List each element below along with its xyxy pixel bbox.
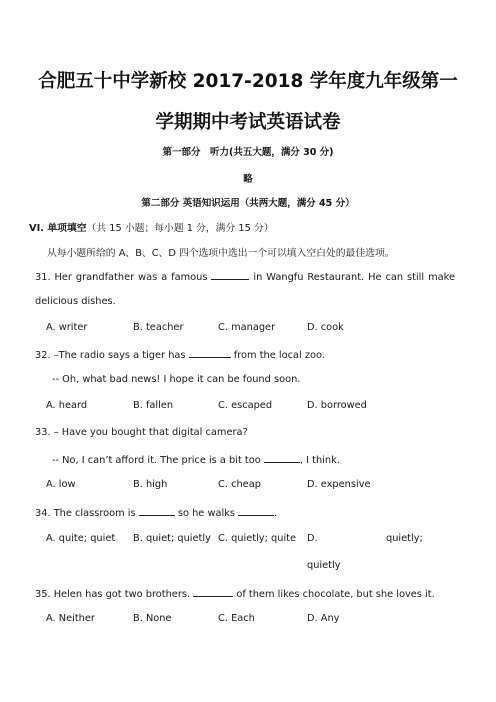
option-c: C. cheap: [218, 479, 261, 490]
option-c: C. quietly; quite: [218, 533, 297, 544]
question-text: 31. Her grandfather was a famous: [35, 272, 208, 283]
question-35: [35, 587, 435, 600]
question-text: 34. The classroom is: [35, 508, 136, 519]
question-32-line2: -- Oh, what bad news! I hope it can be found soon.: [52, 374, 301, 385]
option-b: B. fallen: [133, 400, 174, 411]
option-a: A. quite; quiet: [46, 533, 116, 544]
question-text: -- No, I can’t afford it. The price is a bit too: [52, 455, 261, 466]
answer-blank: [238, 506, 274, 516]
option-a: A. low: [46, 479, 76, 490]
section-note: （共 15 小题；每小题 1 分，满分 15 分）: [86, 223, 274, 234]
option-a: A. Neither: [46, 613, 95, 624]
option-b: B. teacher: [133, 322, 184, 333]
omitted-note: 略: [243, 174, 253, 185]
question-text: in Wangfu Restaurant. He can still make: [253, 272, 455, 283]
question-text: , I think.: [299, 455, 340, 466]
part1-heading: 第一部分 听力(共五大题，满分 30 分): [162, 147, 334, 158]
question-33-line2: [52, 453, 340, 466]
option-c: C. Each: [218, 613, 255, 624]
question-31: [35, 270, 455, 283]
option-c: C. manager: [218, 322, 276, 333]
exam-title-line2: 学期期中考试英语试卷: [155, 112, 341, 133]
instruction-text: 从每小题所给的 A、B、C、D 四个选项中选出一个可以填入空白处的最佳选项。: [47, 248, 395, 259]
answer-blank: [189, 348, 231, 358]
question-text: .: [274, 508, 278, 519]
section-heading: [29, 220, 274, 234]
question-text: 35. Helen has got two brothers.: [35, 589, 191, 600]
option-d: D. Any: [307, 613, 340, 624]
option-d-continued: quietly: [307, 560, 341, 571]
option-d: D. cook: [307, 322, 344, 333]
question-34: [35, 506, 277, 519]
question-33: 33. – Have you bought that digital camera?: [35, 427, 248, 438]
question-text: from the local zoo.: [233, 350, 325, 361]
exam-title-line1: 合肥五十中学新校 2017-2018 学年度九年级第一: [38, 71, 458, 92]
option-a: A. writer: [46, 322, 88, 333]
option-b: B. high: [133, 479, 168, 490]
option-d-text: quietly;: [386, 533, 423, 544]
part2-heading: 第二部分 英语知识运用（共两大题，满分 45 分）: [141, 198, 355, 209]
answer-blank: [139, 506, 175, 516]
option-b: B. quiet; quietly: [133, 533, 211, 544]
option-c: C. escaped: [218, 400, 273, 411]
question-text: of them likes chocolate, but she loves it.: [236, 589, 435, 600]
answer-blank: [211, 270, 249, 280]
question-text: so he walks: [177, 508, 235, 519]
option-d: D. borrowed: [307, 400, 367, 411]
question-31-line2: delicious dishes.: [35, 296, 116, 307]
question-32: [35, 348, 325, 361]
option-d: D. expensive: [307, 479, 371, 490]
answer-blank: [264, 453, 300, 463]
option-a: A. heard: [46, 400, 88, 411]
answer-blank: [193, 587, 233, 597]
option-b: B. None: [133, 613, 172, 624]
option-d: D.: [307, 533, 318, 544]
question-text: 32. –The radio says a tiger has: [35, 350, 186, 361]
section-title: VI. 单项填空: [29, 223, 87, 234]
